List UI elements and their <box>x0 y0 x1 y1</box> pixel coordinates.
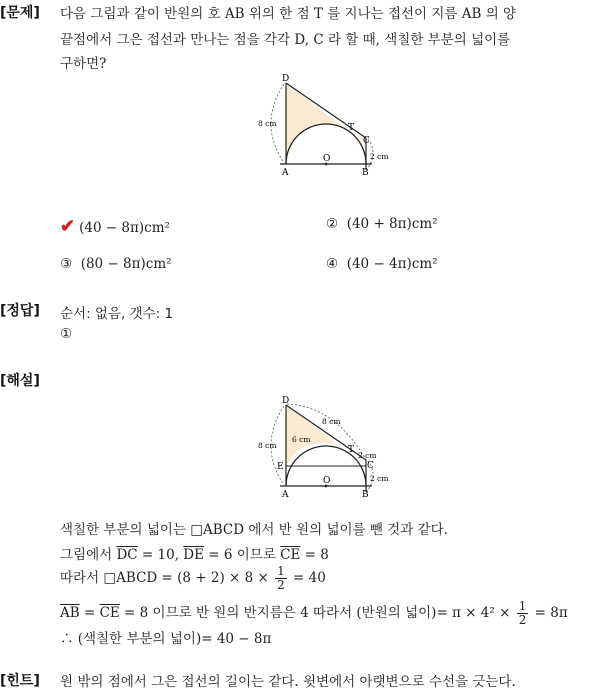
hint-text: 원 밖의 점에서 그은 접선의 길이는 같다. 윗변에서 아랫변으로 수선을 긋는다. <box>60 674 516 690</box>
sol-label-6cm: 6 cm <box>292 435 311 444</box>
answer-label: [정답] <box>0 303 40 319</box>
label-b: B <box>362 168 369 178</box>
label-o: O <box>323 154 331 164</box>
label-a: A <box>282 168 289 178</box>
solution-label: [해설] <box>0 373 40 389</box>
label-c: C <box>363 136 370 146</box>
sol-label-a: A <box>282 490 289 500</box>
sol-label-t: T <box>348 445 355 455</box>
sol-label-e: E <box>277 462 284 472</box>
sol-label-2cm-top: 2 cm <box>358 451 377 460</box>
solution-line-2: 그림에서 $\overline{DC} = 10$, $\overline{DE} = 6$ 이므로 $\overline{CE} = 8$ <box>60 547 329 563</box>
problem-line-3: 구하면? <box>60 56 107 72</box>
solution-line-5: ∴ (색칠한 부분의 넓이)= 40 − 8π <box>60 631 272 647</box>
sol-label-b: B <box>362 490 369 500</box>
choice-4[interactable]: ④ (40 − 4π)cm² <box>326 256 438 272</box>
sol-label-d: D <box>282 396 290 406</box>
problem-label: [문제] <box>0 5 40 21</box>
sol-label-o: O <box>323 476 331 486</box>
choice-2[interactable]: ② (40 + 8π)cm² <box>326 216 438 232</box>
problem-line-1: 다음 그림과 같이 반원의 호 AB 위의 한 점 T 를 지나는 접선이 지름 AB 의 양 <box>60 6 517 22</box>
solution-line-1: 색칠한 부분의 넓이는 □ABCD 에서 반 원의 넓이를 뺀 것과 같다. <box>60 522 448 538</box>
shaded-region <box>286 83 346 164</box>
choice-3[interactable]: ③ (80 − 8π)cm² <box>60 256 172 272</box>
problem-figure <box>250 72 400 182</box>
hint-label: [힌트] <box>0 673 40 689</box>
label-2cm: 2 cm <box>370 152 389 161</box>
solution-figure <box>250 394 400 504</box>
solution-line-3: 따라서 □ABCD = (8 + 2) × 8 × $\frac{1}{2}$ = 40 <box>60 564 326 592</box>
sol-label-2cm-right: 2 cm <box>370 474 389 483</box>
upper-region <box>346 129 366 164</box>
check-mark-icon: ✔ <box>60 216 76 237</box>
sol-label-8cm-left: 8 cm <box>258 441 277 450</box>
choice-1[interactable]: ✔ (40 − 8π)cm² <box>60 216 170 237</box>
sol-label-8cm-top: 8 cm <box>322 417 341 426</box>
solution-line-4: $\overline{AB} = \overline{CE} = 8$ 이므로 반 원의 반지름은 4 따라서 (반원의 넓이)= π × 4² × $\frac{1}{2}$ = 8π <box>60 599 568 627</box>
label-d: D <box>282 74 290 84</box>
label-8cm: 8 cm <box>258 119 277 128</box>
answer-line-2: ① <box>60 326 73 342</box>
problem-line-2: 끝점에서 그은 접선과 만나는 점을 각각 D, C 라 할 때, 색칠한 부분의 넓이를 <box>60 32 511 48</box>
label-t: T <box>348 123 355 133</box>
answer-line-1: 순서: 없음, 갯수: 1 <box>60 306 174 322</box>
sol-label-c: C <box>367 461 374 471</box>
